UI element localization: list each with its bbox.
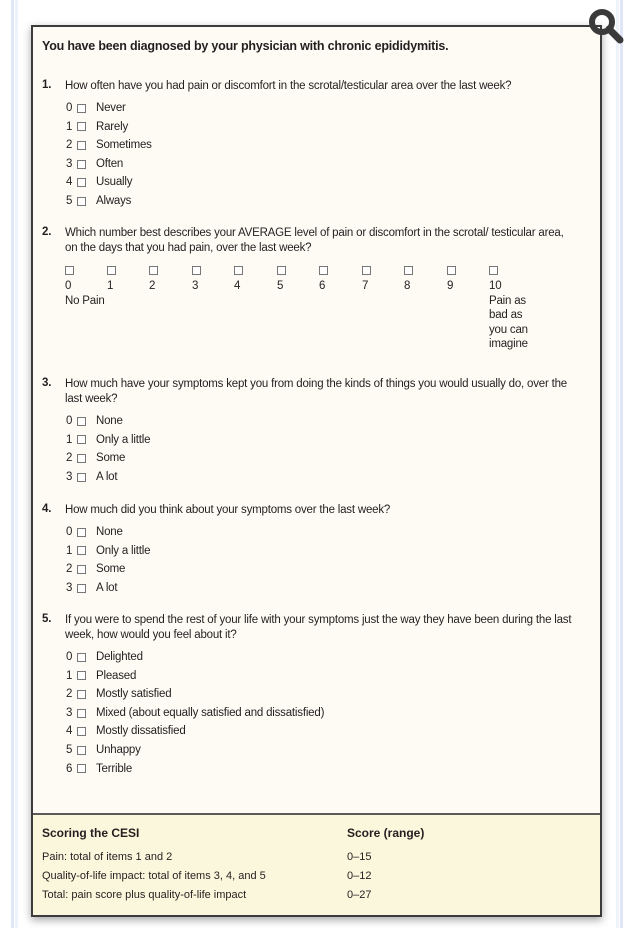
scale-high-label: Pain as bad as you can imagine: [489, 294, 528, 351]
option-label: Rarely: [96, 120, 129, 133]
option-value: 4: [66, 725, 73, 738]
option-value: 2: [66, 563, 73, 576]
checkbox[interactable]: [234, 266, 243, 275]
option-value: 0: [66, 651, 73, 663]
checkbox[interactable]: [77, 417, 86, 426]
scale-value: 10: [489, 280, 502, 292]
questionnaire-body: [33, 27, 600, 813]
checkbox[interactable]: [77, 746, 86, 755]
scale-option[interactable]: [149, 266, 158, 294]
option-value: 6: [66, 762, 73, 775]
option-value: 3: [66, 470, 73, 483]
option[interactable]: [66, 155, 575, 174]
option-label: Only a little: [96, 544, 151, 557]
question-4: [42, 503, 575, 597]
scale-value: 1: [107, 280, 114, 292]
option[interactable]: [66, 760, 575, 779]
option-value: 4: [66, 176, 73, 189]
option-value: 1: [66, 120, 73, 133]
option[interactable]: [66, 685, 575, 704]
option-label: Pleased: [96, 669, 137, 682]
checkbox[interactable]: [319, 266, 328, 275]
checkbox[interactable]: [77, 473, 86, 482]
scale-option[interactable]: [107, 266, 116, 294]
checkbox[interactable]: [77, 197, 86, 206]
checkbox[interactable]: [192, 266, 201, 275]
checkbox[interactable]: [77, 727, 86, 736]
scale-option[interactable]: [362, 266, 371, 294]
option[interactable]: [66, 412, 575, 431]
checkbox[interactable]: [77, 141, 86, 150]
option[interactable]: [66, 523, 575, 542]
scale-value: 6: [319, 280, 326, 292]
checkbox[interactable]: [77, 122, 86, 131]
scale-value: 8: [404, 280, 411, 292]
options-list: [66, 523, 575, 597]
option-label: Mostly dissatisfied: [96, 725, 186, 738]
checkbox[interactable]: [77, 709, 86, 718]
checkbox[interactable]: [77, 435, 86, 444]
option-value: 3: [66, 706, 73, 719]
option-value: 1: [66, 669, 73, 682]
scale-value: 4: [234, 280, 241, 292]
scale-value: 3: [192, 280, 199, 292]
checkbox[interactable]: [447, 266, 456, 275]
frame-rail-left: [11, 0, 14, 928]
question-number: 5.: [42, 613, 52, 625]
scale-option[interactable]: [447, 266, 456, 294]
option-label: None: [96, 415, 123, 427]
scale-option[interactable]: [234, 266, 243, 294]
options-list: [66, 648, 575, 778]
option[interactable]: [66, 192, 575, 211]
scoring-row-range: 0–27: [347, 889, 372, 901]
frame-rail-left-inner: [15, 0, 18, 928]
question-number: 3.: [42, 377, 52, 389]
question-text: If you were to spend the rest of your life with your symptoms just the way they have been during the last week, how would you feel about it?: [65, 614, 572, 641]
score-range-header: Score (range): [347, 826, 425, 840]
scale-value: 5: [277, 280, 284, 292]
option-label: Terrible: [96, 762, 133, 775]
option-value: 1: [66, 433, 73, 446]
option[interactable]: [66, 449, 575, 468]
option[interactable]: [66, 173, 575, 192]
checkbox[interactable]: [77, 653, 86, 662]
scale-value: 0: [65, 280, 72, 292]
option-label: Often: [96, 157, 124, 170]
checkbox[interactable]: [77, 690, 86, 699]
scale-option[interactable]: [404, 266, 413, 294]
intro-text: You have been diagnosed by your physician with chronic epididymitis.: [42, 39, 449, 53]
option-value: 0: [66, 415, 73, 427]
scoring-row-label: Quality-of-life impact: total of items 3, 4, and 5: [42, 870, 266, 882]
checkbox[interactable]: [65, 266, 74, 275]
checkbox[interactable]: [77, 104, 86, 113]
question-3: [42, 377, 575, 486]
checkbox[interactable]: [77, 546, 86, 555]
option-label: Some: [96, 563, 126, 576]
scale-value: 2: [149, 280, 156, 292]
option-label: Mostly satisfied: [96, 688, 172, 701]
checkbox[interactable]: [77, 671, 86, 680]
scoring-title: Scoring the CESI: [42, 826, 140, 840]
option[interactable]: [66, 648, 575, 667]
question-2: [42, 226, 575, 376]
option-label: None: [96, 526, 123, 538]
checkbox[interactable]: [77, 584, 86, 593]
question-number: 2.: [42, 226, 52, 238]
question-text: How much have your symptoms kept you from doing the kinds of things you would usually do, over the last week?: [65, 378, 567, 405]
scale-option[interactable]: [65, 266, 105, 308]
option-value: 5: [66, 194, 73, 207]
option-label: Always: [96, 194, 132, 207]
option-label: A lot: [96, 470, 118, 483]
options-list: [66, 99, 575, 211]
question-5: [42, 613, 575, 778]
option-value: 3: [66, 581, 73, 594]
checkbox[interactable]: [77, 764, 86, 773]
question-text: How much did you think about your symptoms over the last week?: [65, 504, 391, 516]
scale-option[interactable]: [192, 266, 201, 294]
question-number: 4.: [42, 503, 52, 515]
question-1: [42, 79, 575, 211]
option-label: Delighted: [96, 651, 143, 663]
checkbox[interactable]: [107, 266, 116, 275]
scale-option[interactable]: [489, 266, 537, 352]
checkbox[interactable]: [77, 178, 86, 187]
question-text: How often have you had pain or discomfort in the scrotal/testicular area over the last week?: [65, 80, 512, 92]
scale-option[interactable]: [319, 266, 328, 294]
scoring-row-range: 0–15: [347, 851, 372, 863]
option[interactable]: [66, 579, 575, 598]
scale-value: 9: [447, 280, 454, 292]
scoring-table: [33, 813, 600, 915]
checkbox[interactable]: [149, 266, 158, 275]
checkbox[interactable]: [77, 528, 86, 537]
option[interactable]: [66, 99, 575, 118]
checkbox[interactable]: [77, 454, 86, 463]
scale-option[interactable]: [277, 266, 286, 294]
questionnaire-figure: [31, 25, 602, 917]
option[interactable]: [66, 468, 575, 487]
magnifier-icon[interactable]: [586, 6, 626, 46]
options-list: [66, 412, 575, 486]
option-value: 0: [66, 526, 73, 538]
option-value: 2: [66, 688, 73, 701]
pain-scale: [65, 266, 575, 376]
scoring-row-label: Pain: total of items 1 and 2: [42, 851, 173, 863]
option[interactable]: [66, 431, 575, 450]
option-label: Usually: [96, 176, 133, 189]
checkbox[interactable]: [489, 266, 498, 275]
question-text: Which number best describes your AVERAGE level of pain or discomfort in the scrotal/ testicular area, on the days that you had pain, over the last week?: [65, 227, 564, 254]
checkbox[interactable]: [277, 266, 286, 275]
option-label: Sometimes: [96, 139, 152, 152]
option-label: Never: [96, 102, 126, 114]
frame-rail-right-inner: [616, 0, 619, 928]
option[interactable]: [66, 118, 575, 137]
option-value: 1: [66, 544, 73, 557]
option[interactable]: [66, 667, 575, 686]
option-value: 5: [66, 743, 73, 756]
scoring-row-range: 0–12: [347, 870, 372, 882]
option[interactable]: [66, 741, 575, 760]
option-label: Only a little: [96, 433, 151, 446]
scale-value: 7: [362, 280, 369, 292]
option[interactable]: [66, 542, 575, 561]
scoring-row-label: Total: pain score plus quality-of-life impact: [42, 889, 247, 901]
option-label: Unhappy: [96, 743, 141, 756]
option[interactable]: [66, 704, 575, 723]
frame-rail-right: [620, 0, 623, 928]
checkbox[interactable]: [362, 266, 371, 275]
checkbox[interactable]: [77, 160, 86, 169]
option[interactable]: [66, 722, 575, 741]
option-label: Some: [96, 452, 126, 465]
question-number: 1.: [42, 79, 52, 91]
option-value: 0: [66, 102, 73, 114]
option-value: 3: [66, 157, 73, 170]
scale-low-label: No Pain: [65, 294, 105, 307]
option-value: 2: [66, 452, 73, 465]
option[interactable]: [66, 136, 575, 155]
checkbox[interactable]: [77, 565, 86, 574]
option-value: 2: [66, 139, 73, 152]
option[interactable]: [66, 560, 575, 579]
option-label: Mixed (about equally satisfied and dissatisfied): [96, 706, 325, 719]
checkbox[interactable]: [404, 266, 413, 275]
option-label: A lot: [96, 581, 118, 594]
